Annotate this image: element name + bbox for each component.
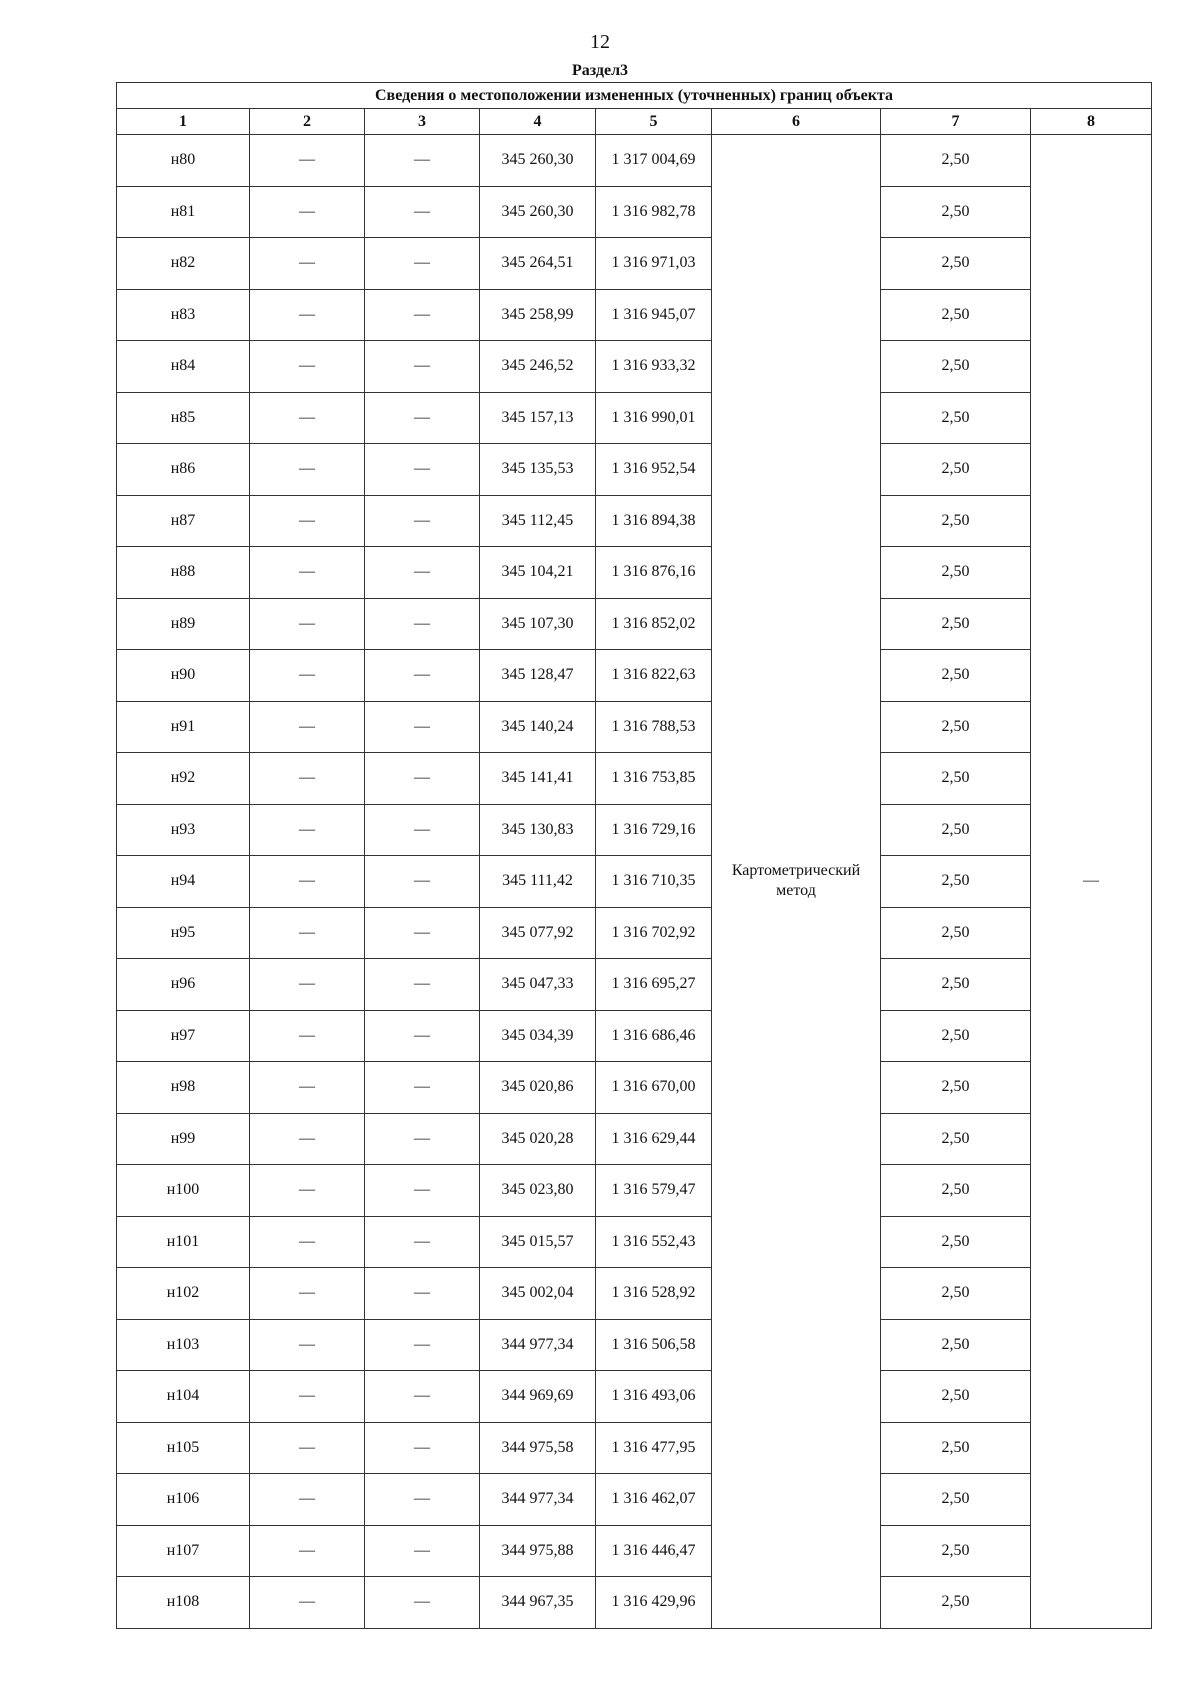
accuracy-cell: 2,50 xyxy=(881,1165,1031,1217)
x-coordinate-cell: 345 015,57 xyxy=(480,1216,596,1268)
point-number-cell: н90 xyxy=(117,650,250,702)
column-2-cell: — xyxy=(250,907,365,959)
column-3-cell: — xyxy=(365,701,480,753)
y-coordinate-cell: 1 317 004,69 xyxy=(596,135,712,187)
column-number: 7 xyxy=(881,109,1031,135)
y-coordinate-cell: 1 316 894,38 xyxy=(596,495,712,547)
point-number-cell: н80 xyxy=(117,135,250,187)
point-number-cell: н98 xyxy=(117,1062,250,1114)
column-2-cell: — xyxy=(250,804,365,856)
table-row xyxy=(117,650,1152,702)
column-3-cell: — xyxy=(365,547,480,599)
y-coordinate-cell: 1 316 446,47 xyxy=(596,1525,712,1577)
column-2-cell: — xyxy=(250,1525,365,1577)
accuracy-cell: 2,50 xyxy=(881,907,1031,959)
accuracy-cell: 2,50 xyxy=(881,1525,1031,1577)
accuracy-cell: 2,50 xyxy=(881,650,1031,702)
y-coordinate-cell: 1 316 933,32 xyxy=(596,341,712,393)
column-3-cell: — xyxy=(365,135,480,187)
column-3-cell: — xyxy=(365,392,480,444)
accuracy-cell: 2,50 xyxy=(881,804,1031,856)
accuracy-cell: 2,50 xyxy=(881,1216,1031,1268)
table-row xyxy=(117,1062,1152,1114)
point-number-cell: н104 xyxy=(117,1371,250,1423)
table-row xyxy=(117,598,1152,650)
x-coordinate-cell: 345 128,47 xyxy=(480,650,596,702)
x-coordinate-cell: 345 140,24 xyxy=(480,701,596,753)
accuracy-cell: 2,50 xyxy=(881,1062,1031,1114)
column-2-cell: — xyxy=(250,1319,365,1371)
column-2-cell: — xyxy=(250,1371,365,1423)
column-3-cell: — xyxy=(365,1062,480,1114)
section-title: Раздел3 xyxy=(571,62,629,79)
column-2-cell: — xyxy=(250,1577,365,1629)
y-coordinate-cell: 1 316 945,07 xyxy=(596,289,712,341)
column-3-cell: — xyxy=(365,1474,480,1526)
column-number: 5 xyxy=(596,109,712,135)
accuracy-cell: 2,50 xyxy=(881,289,1031,341)
column-3-cell: — xyxy=(365,1165,480,1217)
column-2-cell: — xyxy=(250,856,365,908)
y-coordinate-cell: 1 316 579,47 xyxy=(596,1165,712,1217)
table-row xyxy=(117,392,1152,444)
accuracy-cell: 2,50 xyxy=(881,547,1031,599)
point-number-cell: н93 xyxy=(117,804,250,856)
point-number-cell: н89 xyxy=(117,598,250,650)
table-row xyxy=(117,135,1152,187)
table-row xyxy=(117,753,1152,805)
point-number-cell: н106 xyxy=(117,1474,250,1526)
column-number: 8 xyxy=(1031,109,1152,135)
column-2-cell: — xyxy=(250,1062,365,1114)
column-3-cell: — xyxy=(365,1577,480,1629)
point-number-cell: н108 xyxy=(117,1577,250,1629)
x-coordinate-cell: 345 135,53 xyxy=(480,444,596,496)
column-2-cell: — xyxy=(250,547,365,599)
column-3-cell: — xyxy=(365,598,480,650)
column-3-cell: — xyxy=(365,186,480,238)
table-row xyxy=(117,289,1152,341)
accuracy-cell: 2,50 xyxy=(881,1268,1031,1320)
x-coordinate-cell: 345 264,51 xyxy=(480,238,596,290)
boundary-coordinates-table xyxy=(116,82,1152,1629)
point-number-cell: н105 xyxy=(117,1422,250,1474)
y-coordinate-cell: 1 316 876,16 xyxy=(596,547,712,599)
point-number-cell: н94 xyxy=(117,856,250,908)
column-3-cell: — xyxy=(365,1525,480,1577)
x-coordinate-cell: 345 258,99 xyxy=(480,289,596,341)
x-coordinate-cell: 344 977,34 xyxy=(480,1474,596,1526)
table-row xyxy=(117,1422,1152,1474)
accuracy-cell: 2,50 xyxy=(881,1474,1031,1526)
y-coordinate-cell: 1 316 528,92 xyxy=(596,1268,712,1320)
table-row xyxy=(117,238,1152,290)
y-coordinate-cell: 1 316 670,00 xyxy=(596,1062,712,1114)
table-row xyxy=(117,1474,1152,1526)
y-coordinate-cell: 1 316 702,92 xyxy=(596,907,712,959)
accuracy-cell: 2,50 xyxy=(881,1319,1031,1371)
column-2-cell: — xyxy=(250,392,365,444)
table-row xyxy=(117,444,1152,496)
y-coordinate-cell: 1 316 493,06 xyxy=(596,1371,712,1423)
y-coordinate-cell: 1 316 710,35 xyxy=(596,856,712,908)
column-2-cell: — xyxy=(250,444,365,496)
y-coordinate-cell: 1 316 462,07 xyxy=(596,1474,712,1526)
column-2-cell: — xyxy=(250,186,365,238)
column-number: 1 xyxy=(117,109,250,135)
point-number-cell: н81 xyxy=(117,186,250,238)
y-coordinate-cell: 1 316 506,58 xyxy=(596,1319,712,1371)
column-2-cell: — xyxy=(250,238,365,290)
y-coordinate-cell: 1 316 552,43 xyxy=(596,1216,712,1268)
point-number-cell: н91 xyxy=(117,701,250,753)
x-coordinate-cell: 345 077,92 xyxy=(480,907,596,959)
column-2-cell: — xyxy=(250,1010,365,1062)
column-3-cell: — xyxy=(365,1319,480,1371)
point-number-cell: н83 xyxy=(117,289,250,341)
column-3-cell: — xyxy=(365,1268,480,1320)
table-row xyxy=(117,1525,1152,1577)
column-3-cell: — xyxy=(365,1371,480,1423)
table-row xyxy=(117,1113,1152,1165)
x-coordinate-cell: 344 969,69 xyxy=(480,1371,596,1423)
table-row xyxy=(117,1371,1152,1423)
x-coordinate-cell: 345 112,45 xyxy=(480,495,596,547)
column-2-cell: — xyxy=(250,1216,365,1268)
table-row xyxy=(117,341,1152,393)
point-number-cell: н95 xyxy=(117,907,250,959)
x-coordinate-cell: 345 260,30 xyxy=(480,135,596,187)
column-2-cell: — xyxy=(250,1474,365,1526)
page-number: 12 xyxy=(590,31,610,53)
point-number-cell: н101 xyxy=(117,1216,250,1268)
column-3-cell: — xyxy=(365,444,480,496)
point-number-cell: н84 xyxy=(117,341,250,393)
y-coordinate-cell: 1 316 429,96 xyxy=(596,1577,712,1629)
table-row xyxy=(117,495,1152,547)
x-coordinate-cell: 345 020,86 xyxy=(480,1062,596,1114)
column-3-cell: — xyxy=(365,238,480,290)
column-3-cell: — xyxy=(365,495,480,547)
table-row xyxy=(117,1319,1152,1371)
column-2-cell: — xyxy=(250,1113,365,1165)
x-coordinate-cell: 344 977,34 xyxy=(480,1319,596,1371)
point-number-cell: н86 xyxy=(117,444,250,496)
x-coordinate-cell: 345 002,04 xyxy=(480,1268,596,1320)
column-2-cell: — xyxy=(250,1268,365,1320)
table-row xyxy=(117,547,1152,599)
x-coordinate-cell: 345 130,83 xyxy=(480,804,596,856)
column-3-cell: — xyxy=(365,1422,480,1474)
accuracy-cell: 2,50 xyxy=(881,186,1031,238)
y-coordinate-cell: 1 316 788,53 xyxy=(596,701,712,753)
column-2-cell: — xyxy=(250,1165,365,1217)
column-8-cell: — xyxy=(1031,135,1152,1629)
point-number-cell: н103 xyxy=(117,1319,250,1371)
x-coordinate-cell: 345 034,39 xyxy=(480,1010,596,1062)
y-coordinate-cell: 1 316 729,16 xyxy=(596,804,712,856)
point-number-cell: н100 xyxy=(117,1165,250,1217)
accuracy-cell: 2,50 xyxy=(881,444,1031,496)
x-coordinate-cell: 344 975,88 xyxy=(480,1525,596,1577)
table-body xyxy=(117,135,1152,1629)
table-row xyxy=(117,1165,1152,1217)
y-coordinate-cell: 1 316 990,01 xyxy=(596,392,712,444)
point-number-cell: н102 xyxy=(117,1268,250,1320)
point-number-cell: н87 xyxy=(117,495,250,547)
table-row xyxy=(117,856,1152,908)
column-2-cell: — xyxy=(250,1422,365,1474)
column-3-cell: — xyxy=(365,341,480,393)
table-row xyxy=(117,1577,1152,1629)
accuracy-cell: 2,50 xyxy=(881,238,1031,290)
y-coordinate-cell: 1 316 629,44 xyxy=(596,1113,712,1165)
point-number-cell: н88 xyxy=(117,547,250,599)
column-2-cell: — xyxy=(250,650,365,702)
column-number: 3 xyxy=(365,109,480,135)
table-row xyxy=(117,1216,1152,1268)
point-number-cell: н82 xyxy=(117,238,250,290)
column-3-cell: — xyxy=(365,650,480,702)
table-row xyxy=(117,701,1152,753)
table-row xyxy=(117,1268,1152,1320)
y-coordinate-cell: 1 316 982,78 xyxy=(596,186,712,238)
column-number-row xyxy=(117,109,1152,135)
accuracy-cell: 2,50 xyxy=(881,135,1031,187)
accuracy-cell: 2,50 xyxy=(881,495,1031,547)
column-3-cell: — xyxy=(365,856,480,908)
accuracy-cell: 2,50 xyxy=(881,1577,1031,1629)
column-3-cell: — xyxy=(365,1216,480,1268)
method-cell: Картометрический метод xyxy=(712,135,881,1629)
column-3-cell: — xyxy=(365,907,480,959)
column-2-cell: — xyxy=(250,289,365,341)
accuracy-cell: 2,50 xyxy=(881,392,1031,444)
column-2-cell: — xyxy=(250,135,365,187)
x-coordinate-cell: 345 111,42 xyxy=(480,856,596,908)
column-3-cell: — xyxy=(365,289,480,341)
column-number: 4 xyxy=(480,109,596,135)
column-3-cell: — xyxy=(365,959,480,1011)
y-coordinate-cell: 1 316 852,02 xyxy=(596,598,712,650)
column-2-cell: — xyxy=(250,753,365,805)
y-coordinate-cell: 1 316 695,27 xyxy=(596,959,712,1011)
column-2-cell: — xyxy=(250,959,365,1011)
column-3-cell: — xyxy=(365,1010,480,1062)
table-row xyxy=(117,959,1152,1011)
column-2-cell: — xyxy=(250,701,365,753)
column-3-cell: — xyxy=(365,804,480,856)
column-3-cell: — xyxy=(365,753,480,805)
y-coordinate-cell: 1 316 971,03 xyxy=(596,238,712,290)
x-coordinate-cell: 345 107,30 xyxy=(480,598,596,650)
x-coordinate-cell: 345 260,30 xyxy=(480,186,596,238)
x-coordinate-cell: 345 023,80 xyxy=(480,1165,596,1217)
accuracy-cell: 2,50 xyxy=(881,1371,1031,1423)
point-number-cell: н96 xyxy=(117,959,250,1011)
y-coordinate-cell: 1 316 952,54 xyxy=(596,444,712,496)
column-3-cell: — xyxy=(365,1113,480,1165)
point-number-cell: н92 xyxy=(117,753,250,805)
x-coordinate-cell: 345 157,13 xyxy=(480,392,596,444)
x-coordinate-cell: 344 975,58 xyxy=(480,1422,596,1474)
accuracy-cell: 2,50 xyxy=(881,341,1031,393)
table-row xyxy=(117,804,1152,856)
y-coordinate-cell: 1 316 822,63 xyxy=(596,650,712,702)
table-row xyxy=(117,907,1152,959)
x-coordinate-cell: 345 141,41 xyxy=(480,753,596,805)
table-caption: Сведения о местоположении измененных (уточненных) границ объекта xyxy=(117,83,1152,109)
column-2-cell: — xyxy=(250,598,365,650)
accuracy-cell: 2,50 xyxy=(881,1113,1031,1165)
accuracy-cell: 2,50 xyxy=(881,856,1031,908)
y-coordinate-cell: 1 316 686,46 xyxy=(596,1010,712,1062)
x-coordinate-cell: 345 047,33 xyxy=(480,959,596,1011)
column-number: 6 xyxy=(712,109,881,135)
column-2-cell: — xyxy=(250,495,365,547)
y-coordinate-cell: 1 316 753,85 xyxy=(596,753,712,805)
point-number-cell: н97 xyxy=(117,1010,250,1062)
y-coordinate-cell: 1 316 477,95 xyxy=(596,1422,712,1474)
point-number-cell: н99 xyxy=(117,1113,250,1165)
column-2-cell: — xyxy=(250,341,365,393)
accuracy-cell: 2,50 xyxy=(881,1010,1031,1062)
point-number-cell: н107 xyxy=(117,1525,250,1577)
accuracy-cell: 2,50 xyxy=(881,1422,1031,1474)
table-row xyxy=(117,1010,1152,1062)
accuracy-cell: 2,50 xyxy=(881,701,1031,753)
x-coordinate-cell: 345 246,52 xyxy=(480,341,596,393)
accuracy-cell: 2,50 xyxy=(881,959,1031,1011)
accuracy-cell: 2,50 xyxy=(881,753,1031,805)
column-number: 2 xyxy=(250,109,365,135)
table-row xyxy=(117,186,1152,238)
accuracy-cell: 2,50 xyxy=(881,598,1031,650)
point-number-cell: н85 xyxy=(117,392,250,444)
x-coordinate-cell: 345 020,28 xyxy=(480,1113,596,1165)
x-coordinate-cell: 345 104,21 xyxy=(480,547,596,599)
x-coordinate-cell: 344 967,35 xyxy=(480,1577,596,1629)
